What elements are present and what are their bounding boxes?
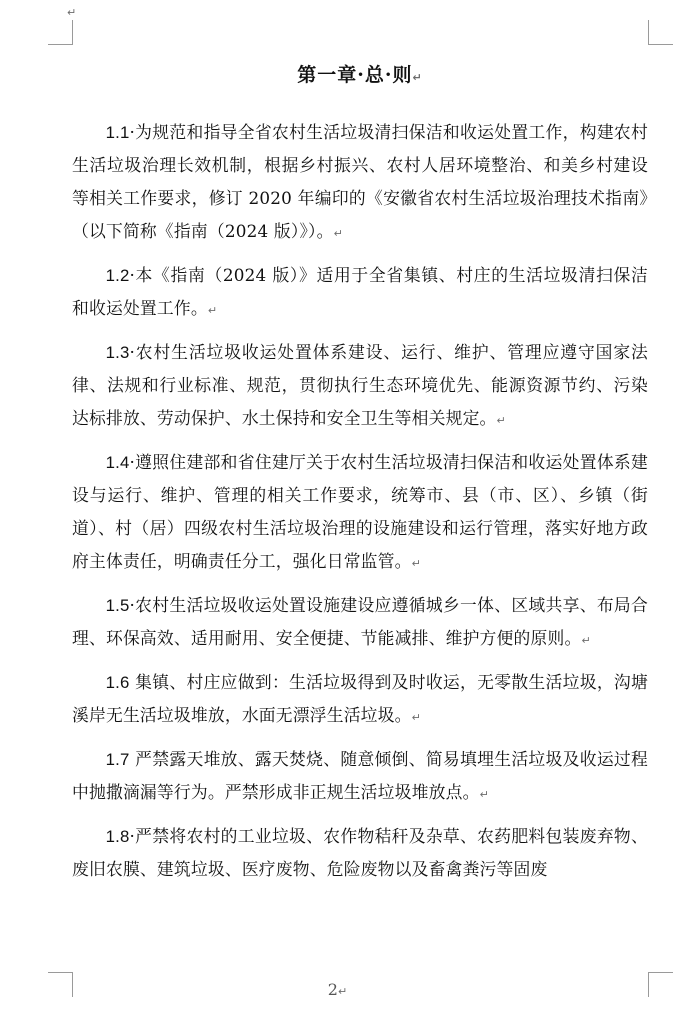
clause-number: 1.1 bbox=[105, 123, 130, 142]
clause-text: ·农村生活垃圾收运处置体系建设、运行、维护、管理应遵守国家法律、法规和行业标准、规范，贯彻执行生态环境优先、能源资源节约、污染达标排放、劳动保护、水土保持和安全卫生等相关规定。 bbox=[72, 342, 648, 428]
document-body bbox=[72, 116, 648, 895]
margin-corner-top-left bbox=[48, 20, 73, 45]
clause-text: ·严禁将农村的工业垃圾、农作物秸秆及杂草、农药肥料包装废弃物、废旧农膜、建筑垃圾、医疗废物、危险废物以及畜禽粪污等固废 bbox=[72, 826, 648, 879]
paragraph-mark-icon: ↵ bbox=[207, 304, 218, 317]
chapter-title-text: 第一章·总·则 bbox=[297, 64, 413, 86]
paragraph-mark-icon: ↵ bbox=[479, 788, 489, 801]
paragraph-1-3 bbox=[72, 336, 648, 437]
paragraph-mark-icon: ↵ bbox=[581, 634, 591, 647]
paragraph-mark-icon: ↵ bbox=[333, 227, 344, 240]
paragraph-1-6 bbox=[72, 666, 648, 734]
paragraph-1-4 bbox=[72, 446, 648, 580]
clause-number: 1.5 bbox=[105, 596, 130, 615]
clause-number: 1.2 bbox=[105, 266, 130, 285]
clause-text: 严禁露天堆放、露天焚烧、随意倾倒、简易填埋生活垃圾及收运过程中抛撒滴漏等行为。严禁形成非正规生活垃圾堆放点。 bbox=[72, 749, 648, 802]
clause-text: ·为规范和指导全省农村生活垃圾清扫保洁和收运处置工作，构建农村生活垃圾治理长效机制，根据乡村振兴、农村人居环境整治、和美乡村建设等相关工作要求，修订 2020 年编印的《安徽省农村生活垃圾治理技术指南》（以下简称《指南（2024 版）》）。 bbox=[72, 122, 648, 241]
margin-corner-top-right bbox=[648, 20, 673, 45]
clause-number: 1.7 bbox=[105, 750, 130, 769]
paragraph-1-1 bbox=[72, 116, 648, 250]
paragraph-mark-icon: ↵ bbox=[337, 985, 348, 998]
chapter-title bbox=[72, 60, 648, 87]
clause-number: 1.4 bbox=[105, 453, 130, 472]
paragraph-1-8 bbox=[72, 820, 648, 886]
clause-text: ·本《指南（2024 版）》适用于全省集镇、村庄的生活垃圾清扫保洁和收运处置工作。 bbox=[72, 265, 648, 318]
clause-text: ·遵照住建部和省住建厅关于农村生活垃圾清扫保洁和收运处置体系建设与运行、维护、管理的相关工作要求，统筹市、县（市、区）、乡镇（街道）、村（居）四级农村生活垃圾治理的设施建设和运行管理，落实好地方政府主体责任，明确责任分工，强化日常监管。 bbox=[72, 452, 648, 571]
paragraph-mark-icon: ↵ bbox=[67, 6, 77, 19]
page-number bbox=[0, 980, 675, 999]
paragraph-mark-icon: ↵ bbox=[411, 557, 422, 570]
clause-number: 1.8 bbox=[105, 827, 130, 846]
paragraph-mark-icon: ↵ bbox=[411, 711, 422, 724]
paragraph-1-5 bbox=[72, 589, 648, 657]
clause-text: 集镇、村庄应做到：生活垃圾得到及时收运，无零散生活垃圾，沟塘溪岸无生活垃圾堆放，水面无漂浮生活垃圾。 bbox=[72, 672, 648, 725]
clause-text: ·农村生活垃圾收运处置设施建设应遵循城乡一体、区域共享、布局合理、环保高效、适用耐用、安全便捷、节能减排、维护方便的原则。 bbox=[72, 595, 648, 648]
clause-number: 1.6 bbox=[105, 673, 130, 692]
paragraph-1-7 bbox=[72, 743, 648, 811]
paragraph-mark-icon: ↵ bbox=[412, 71, 423, 84]
clause-number: 1.3 bbox=[105, 343, 130, 362]
paragraph-mark-icon: ↵ bbox=[496, 414, 506, 427]
page-number-text: 2 bbox=[327, 980, 338, 999]
paragraph-1-2 bbox=[72, 259, 648, 327]
